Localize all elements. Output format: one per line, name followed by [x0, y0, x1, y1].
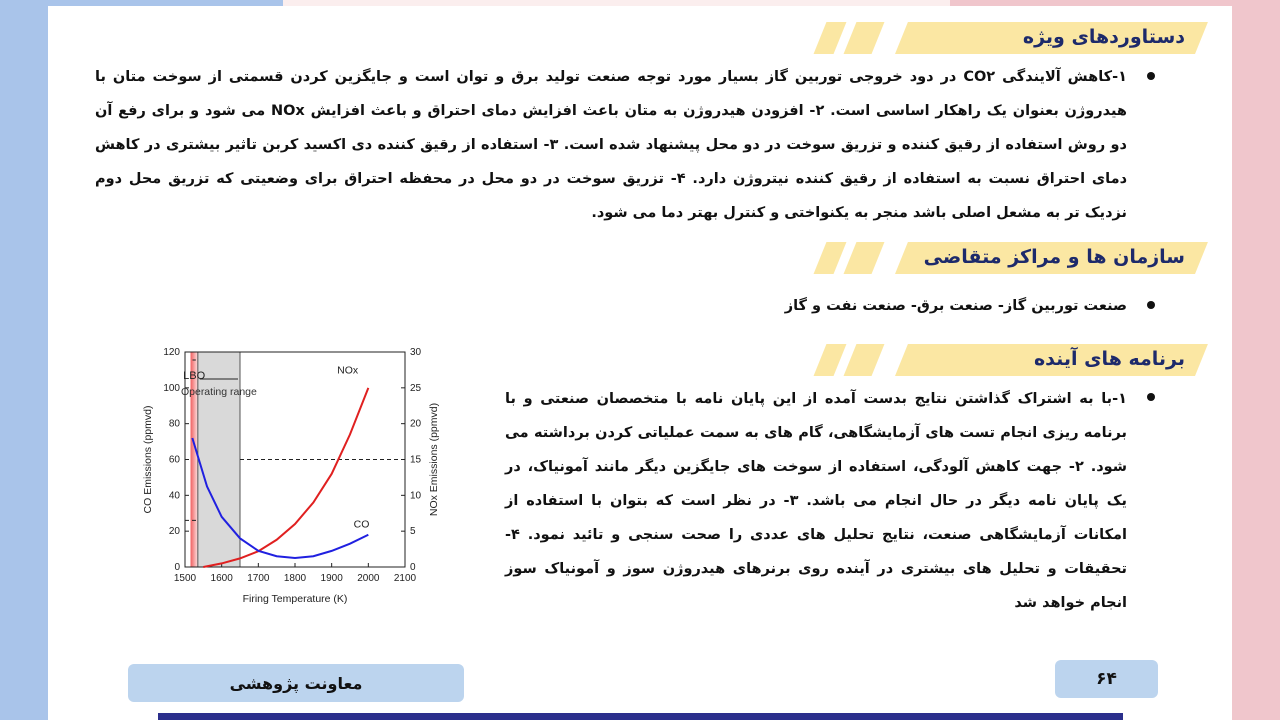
- y-right-axis-label: NOx Emissions (ppmvd): [428, 402, 440, 517]
- operating-range-label: Operating range: [180, 386, 257, 398]
- footer-department-box: [128, 664, 464, 702]
- y-right-tick-label: 10: [410, 490, 422, 502]
- y-right-tick-label: 15: [410, 454, 422, 466]
- x-tick-label: 1700: [247, 573, 270, 584]
- x-tick-label: 2000: [357, 573, 380, 584]
- organizations-title: سازمان ها و مراکز متقاضی: [923, 246, 1185, 268]
- future-header: [820, 344, 1195, 376]
- x-tick-label: 1800: [283, 573, 307, 584]
- future-title: برنامه های آینده: [1033, 348, 1185, 370]
- nox-label: NOx: [337, 364, 359, 377]
- footer-department: معاونت پژوهشی: [229, 673, 363, 693]
- lbo-label: LBO: [183, 370, 206, 382]
- y-left-tick-label: 60: [168, 454, 180, 466]
- achievements-header: [820, 22, 1195, 54]
- y-right-tick-label: 0: [410, 562, 416, 573]
- co-label: CO: [353, 518, 370, 531]
- y-left-tick-label: 0: [174, 562, 180, 573]
- y-left-tick-label: 80: [168, 418, 180, 430]
- left-side-band: [0, 0, 48, 720]
- y-right-tick-label: 25: [410, 382, 422, 394]
- achievements-title: دستاوردهای ویژه: [1022, 26, 1185, 48]
- y-right-tick-label: 30: [410, 347, 422, 358]
- future-text: ۱-با به اشتراک گذاشتن نتایج بدست آمده از این پایان نامه با متخصصان صنعتی و با برنامه ریزی انجام تست های آزمایشگاهی، گام های به سمت عملیاتی کردن برداشته می شود. ۲- جهت کاهش آلودگی، استفاده از سوخت های جایگزین دیگر مانند آمونیاک، در یک پایان نامه دیگر در حال انجام می باشد. ۳- در نظر است که بتوان با استفاده از امکانات آزمایشگاهی صنعت، نتایج تحلیل های عددی را صحت سنجی و تائید نمود. ۴- تحقیقات و تحلیل های بیشتری در آینده روی برنرهای هیدروژن سوز و آمونیاک سوز انجام خواهد شد: [505, 391, 1128, 611]
- footer-page-number-box: [1055, 660, 1158, 698]
- y-left-tick-label: 40: [168, 490, 180, 502]
- organizations-bullet: [1147, 301, 1155, 309]
- x-tick-label: 1500: [173, 573, 197, 584]
- y-right-tick-label: 20: [410, 418, 422, 430]
- x-tick-label: 2100: [393, 573, 417, 584]
- x-tick-label: 1600: [210, 573, 233, 584]
- emissions-chart: [135, 340, 450, 615]
- x-axis-label: Firing Temperature (K): [242, 593, 348, 605]
- y-right-tick-label: 5: [410, 526, 416, 538]
- top-middle-band: [283, 0, 950, 6]
- lbo-region: [191, 352, 198, 567]
- y-left-tick-label: 20: [168, 526, 180, 538]
- y-left-tick-label: 100: [163, 382, 180, 394]
- y-left-tick-label: 120: [163, 347, 180, 358]
- future-bullet: [1147, 393, 1155, 401]
- x-tick-label: 1900: [320, 573, 343, 584]
- y-left-axis-label: CO Emissions (ppmvd): [142, 405, 154, 514]
- page-number: ۶۴: [1096, 669, 1117, 689]
- achievements-bullet: [1147, 72, 1155, 80]
- organizations-header: [820, 242, 1195, 274]
- operating-range-region: [198, 352, 240, 567]
- achievements-text: ۱-کاهش آلایندگی CO۲ در دود خروجی توربین گاز بسیار مورد توجه صنعت تولید برق و توان است و جایگزین کردن قسمتی از سوخت متان با هیدروژن بعنوان یک راهکار اساسی است. ۲- افزودن هیدروژن به متان باعث افزایش دمای احتراق و باعث افزایش NOx می شود و برای رفع آن دو روش استفاده از رقیق کننده و تزریق سوخت در دو محل پیشنهاد شده است. ۳- استفاده از رقیق کننده دی اکسید کربن تاثیر بیشتری در کاهش دمای احتراق نسبت به استفاده از رقیق کننده نیتروژن دارد. ۴- تزریق سوخت در دو محل در محفظه احتراق برای وضعیتی که تزریق محل دوم نزدیک تر به مشعل اصلی باشد منجر به یکنواختی و کنترل بهتر دما می شود.: [95, 69, 1128, 221]
- bottom-band: [158, 713, 1123, 720]
- emissions-chart-svg: [135, 340, 450, 615]
- top-right-band: [950, 0, 1232, 6]
- right-side-band: [1232, 0, 1280, 720]
- organizations-text: صنعت توربین گاز- صنعت برق- صنعت نفت و گاز: [784, 298, 1127, 314]
- top-left-band: [48, 0, 283, 6]
